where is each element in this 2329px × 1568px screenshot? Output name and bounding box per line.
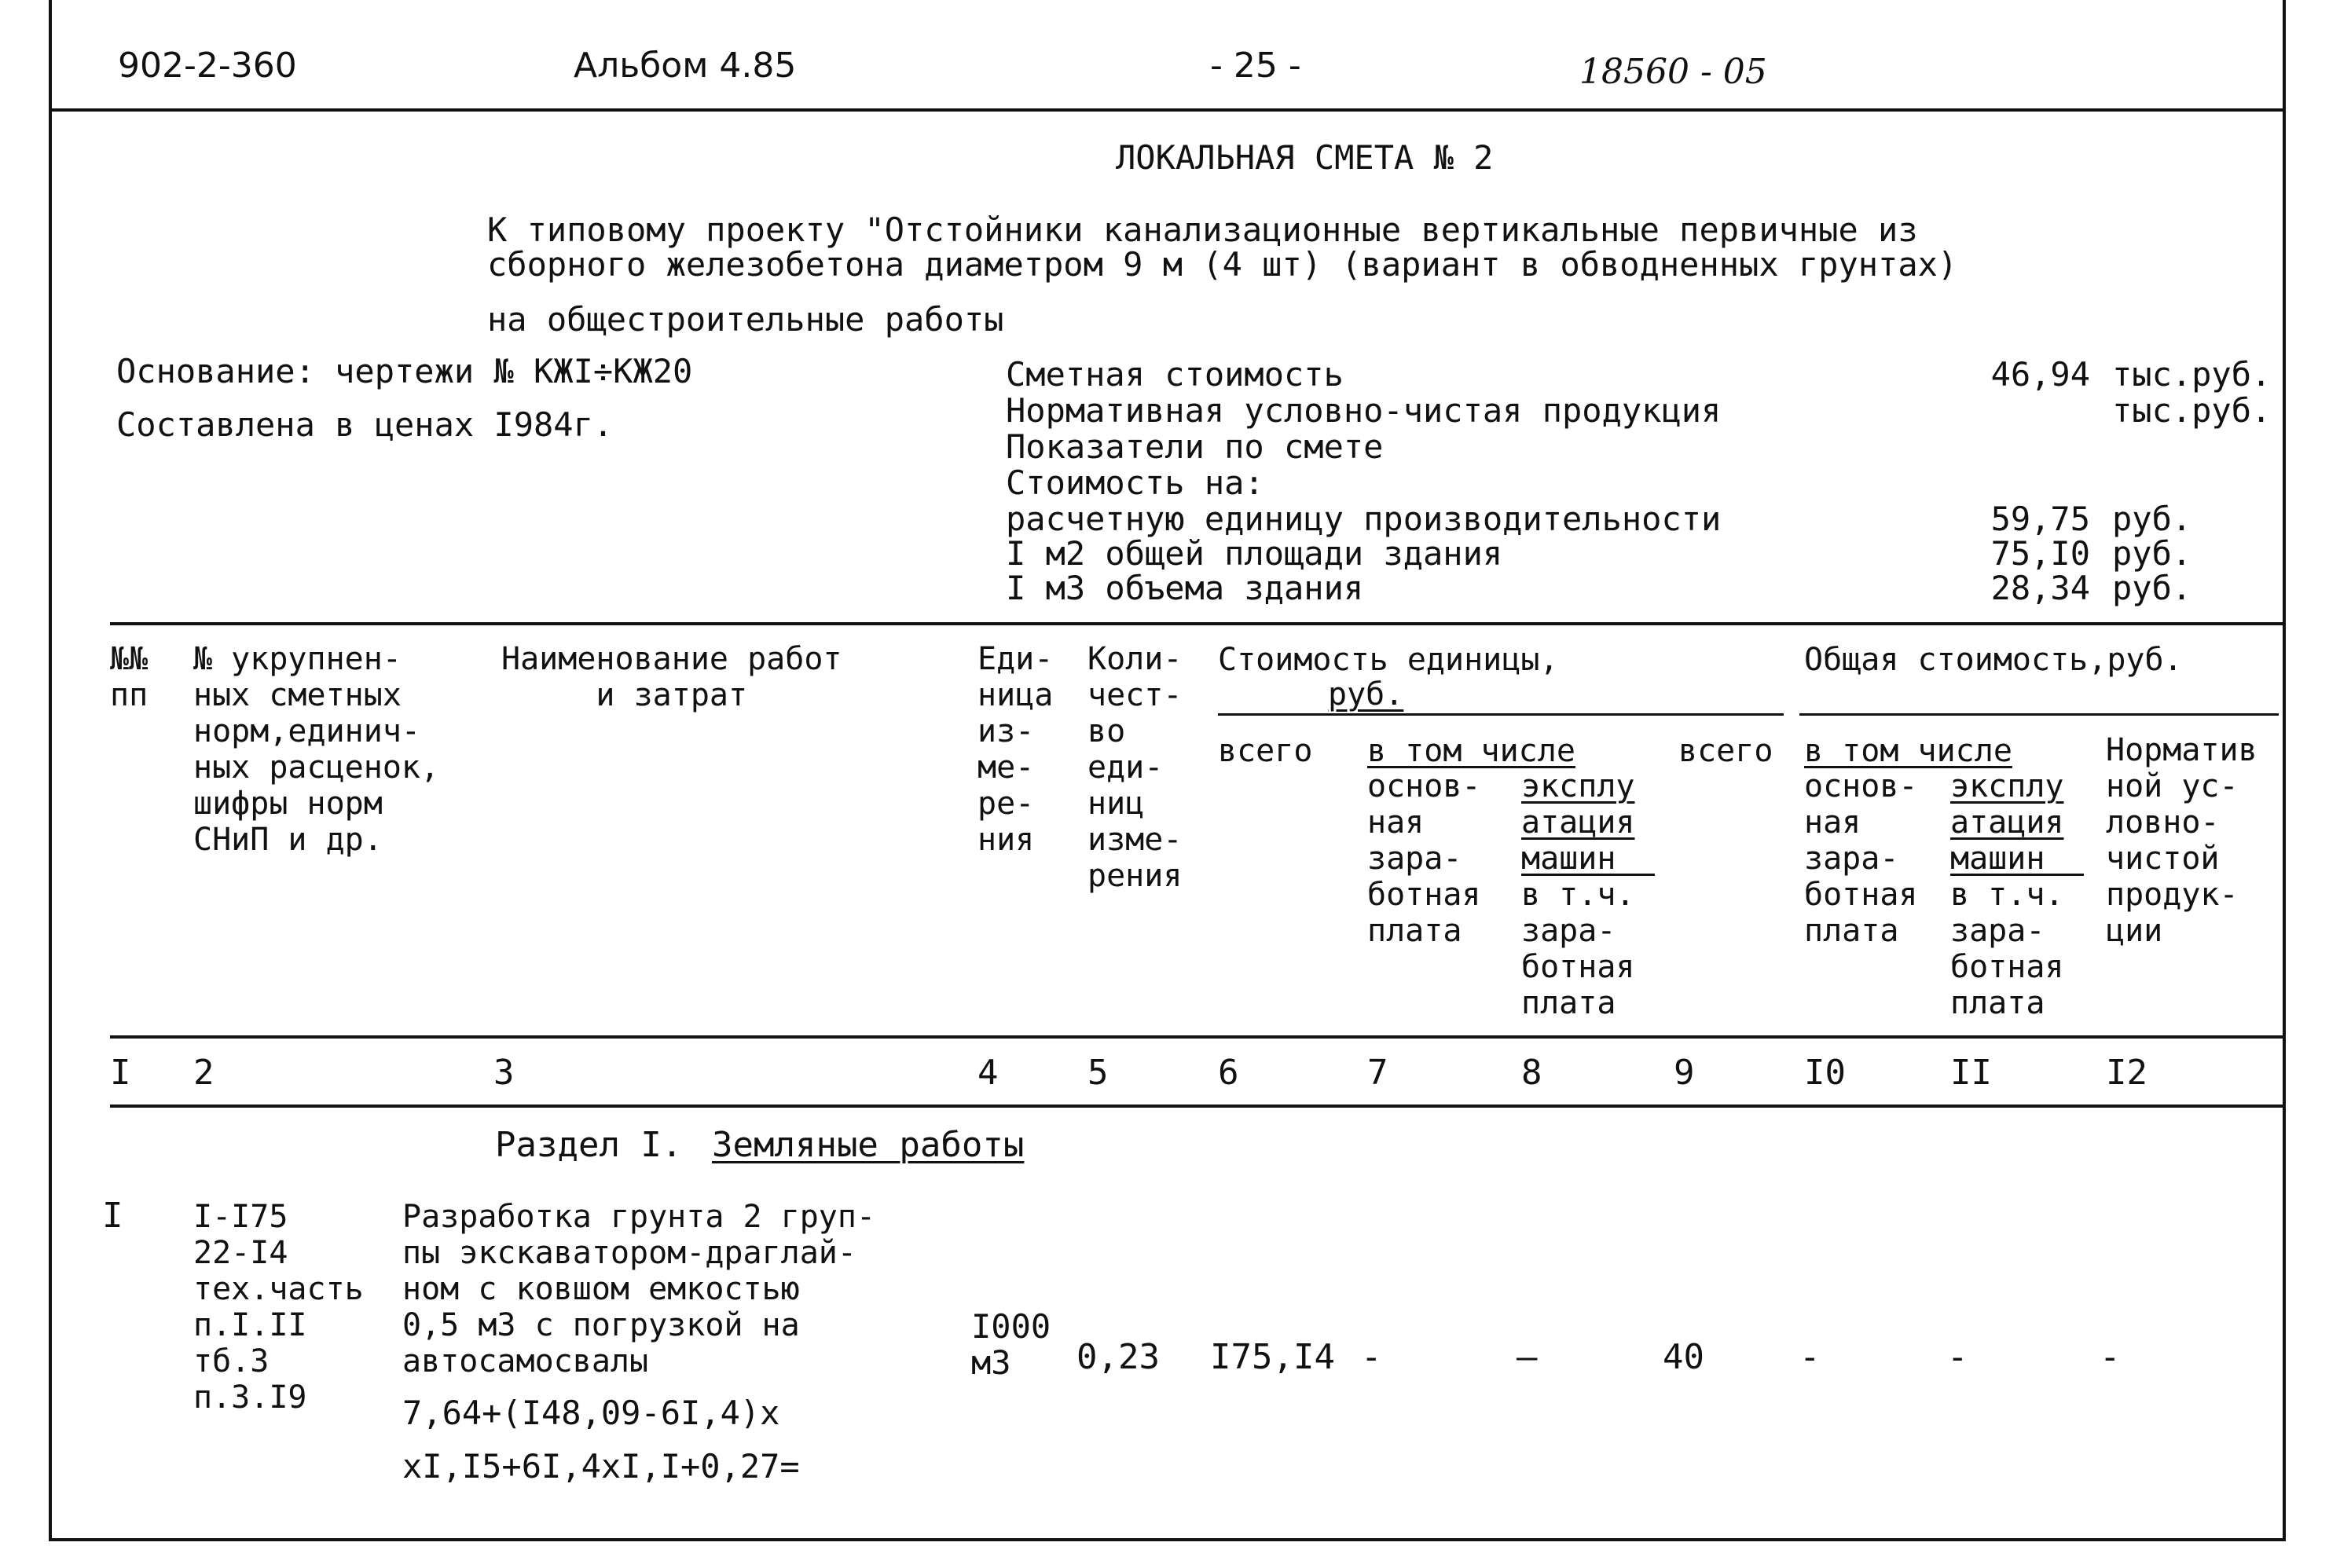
- subtitle-line-3: на общестроительные работы: [487, 300, 1004, 339]
- col-number-7: 7: [1367, 1053, 1388, 1093]
- frame-left: [49, 0, 52, 1540]
- header-col-unit-machines: эксплу атация машин: [1521, 768, 1635, 877]
- section-label: Раздел I.: [495, 1125, 683, 1165]
- summary-cost-label: Сметная стоимость: [1006, 355, 1344, 394]
- summary-area-label: I м2 общей площади здания: [1006, 534, 1503, 573]
- summary-area-value: 75,I0: [1990, 534, 2090, 573]
- row-1-unit-machines: –: [1517, 1337, 1538, 1377]
- summary-output-label: Нормативная условно-чистая продукция: [1006, 391, 1722, 430]
- header-col-unit-total: всего: [1218, 733, 1313, 769]
- summary-area-unit: руб.: [2112, 534, 2192, 573]
- col-number-12: I2: [2106, 1053, 2147, 1093]
- header-incl-2: в том числе: [1804, 733, 2012, 769]
- header-col-unit-machines-wage: в т.ч. зара- ботная плата: [1521, 877, 1635, 1021]
- frame-bottom: [49, 1538, 2286, 1541]
- col-number-6: 6: [1218, 1053, 1239, 1093]
- summary-output-unit: тыс.руб.: [2112, 391, 2272, 430]
- row-1-unit-wage: -: [1361, 1337, 1382, 1377]
- header-col-total-wage: основ- ная зара- ботная плата: [1804, 768, 1918, 949]
- header-col-code: № укрупнен- ных сметных норм,единич- ных расценок, шифры норм СНиП и др.: [193, 641, 440, 858]
- row-1-unit: I000 м3: [971, 1307, 1051, 1382]
- row-1-total: 40: [1663, 1337, 1704, 1377]
- header-col-num: №№ пп: [110, 641, 149, 713]
- project-code: 902-2-360: [118, 46, 297, 86]
- header-rule: [49, 108, 2286, 112]
- header-unit-cost-rub: руб.: [1328, 676, 1404, 713]
- row-1-name: Разработка грунта 2 груп- пы экскаватором-драглай- ном с ковшом емкостью 0,5 м3 с погрузкой на автосамосвалы: [402, 1199, 876, 1379]
- col-number-11: II: [1950, 1053, 1992, 1093]
- summary-indicators-label: Показатели по смете: [1006, 427, 1384, 466]
- header-total-cost-group: Общая стоимость,руб.: [1804, 642, 2183, 678]
- frame-right: [2283, 0, 2286, 1540]
- col-number-8: 8: [1521, 1053, 1542, 1093]
- summary-volume-unit: руб.: [2112, 569, 2192, 607]
- header-col-normative: Норматив ной ус- ловно- чистой продук- ции: [2106, 732, 2257, 949]
- header-col-name: Наименование работ и затрат: [501, 641, 842, 713]
- row-1-total-machines: -: [1947, 1337, 1968, 1377]
- row-1-qty: 0,23: [1076, 1337, 1160, 1377]
- col-number-5: 5: [1087, 1053, 1109, 1093]
- inventory-number: 18560 - 05: [1579, 52, 1767, 92]
- summary-volume-value: 28,34: [1990, 569, 2090, 607]
- total-cost-group-rule: [1799, 713, 2279, 716]
- total-machines-rule: [1950, 874, 2084, 876]
- unit-machines-rule: [1521, 874, 1655, 876]
- header-col-qty: Коли- чест- во еди- ниц изме- рения: [1087, 641, 1183, 894]
- header-col-unit: Еди- ница из- ме- ре- ния: [977, 641, 1054, 858]
- row-1-num: I: [102, 1196, 123, 1236]
- header-unit-cost-group: Стоимость единицы,: [1218, 642, 1559, 678]
- header-col-total-machines-wage: в т.ч. зара- ботная плата: [1950, 877, 2064, 1021]
- row-1-unit-total: I75,I4: [1210, 1337, 1335, 1377]
- table-header-bottom-rule: [110, 1035, 2283, 1039]
- header-col-unit-wage: основ- ная зара- ботная плата: [1367, 768, 1481, 949]
- table-top-rule: [110, 622, 2283, 625]
- column-numbers-bottom-rule: [110, 1105, 2283, 1108]
- header-col-total-machines: эксплу атация машин: [1950, 768, 2064, 877]
- row-1-total-wage: -: [1799, 1337, 1821, 1377]
- document-title: ЛОКАЛЬНАЯ СМЕТА № 2: [1116, 138, 1494, 177]
- summary-volume-label: I м3 объема здания: [1006, 569, 1364, 607]
- summary-cost-value: 46,94: [1990, 355, 2090, 394]
- prices-text: Составлена в ценах I984г.: [116, 405, 614, 444]
- col-number-1: I: [110, 1053, 131, 1093]
- basis-text: Основание: чертежи № КЖI÷КЖ20: [116, 352, 693, 390]
- header-incl-1: в том числе: [1367, 733, 1575, 769]
- col-number-2: 2: [193, 1053, 215, 1093]
- row-1-formula-1: 7,64+(I48,09-6I,4)x: [402, 1394, 780, 1432]
- col-number-9: 9: [1674, 1053, 1695, 1093]
- section-name: Земляные работы: [712, 1125, 1025, 1165]
- row-1-code: I-I75 22-I4 тех.часть п.I.II тб.3 п.3.I9: [193, 1199, 364, 1416]
- summary-unit-cap-unit: руб.: [2112, 500, 2192, 538]
- row-1-normative: -: [2100, 1337, 2121, 1377]
- summary-cost-per-label: Стоимость на:: [1006, 463, 1264, 502]
- col-number-3: 3: [493, 1053, 515, 1093]
- col-number-4: 4: [977, 1053, 999, 1093]
- col-number-10: I0: [1804, 1053, 1846, 1093]
- album-label: Альбом 4.85: [574, 46, 797, 86]
- subtitle-line-2: сборного железобетона диаметром 9 м (4 шт) (вариант в обводненных грунтах): [487, 245, 1958, 284]
- unit-cost-group-rule: [1218, 713, 1674, 716]
- subtitle-line-1: К типовому проекту "Отстойники канализационные вертикальные первичные из: [487, 211, 1918, 249]
- summary-cost-unit: тыс.руб.: [2112, 355, 2272, 394]
- row-1-formula-2: xI,I5+6I,4xI,I+0,27=: [402, 1447, 800, 1486]
- unit-cost-all-rule: [1674, 713, 1784, 716]
- summary-unit-cap-label: расчетную единицу производительности: [1006, 500, 1722, 538]
- summary-unit-cap-value: 59,75: [1990, 500, 2090, 538]
- header-col-total: всего: [1678, 733, 1773, 769]
- page-number: - 25 -: [1210, 46, 1301, 86]
